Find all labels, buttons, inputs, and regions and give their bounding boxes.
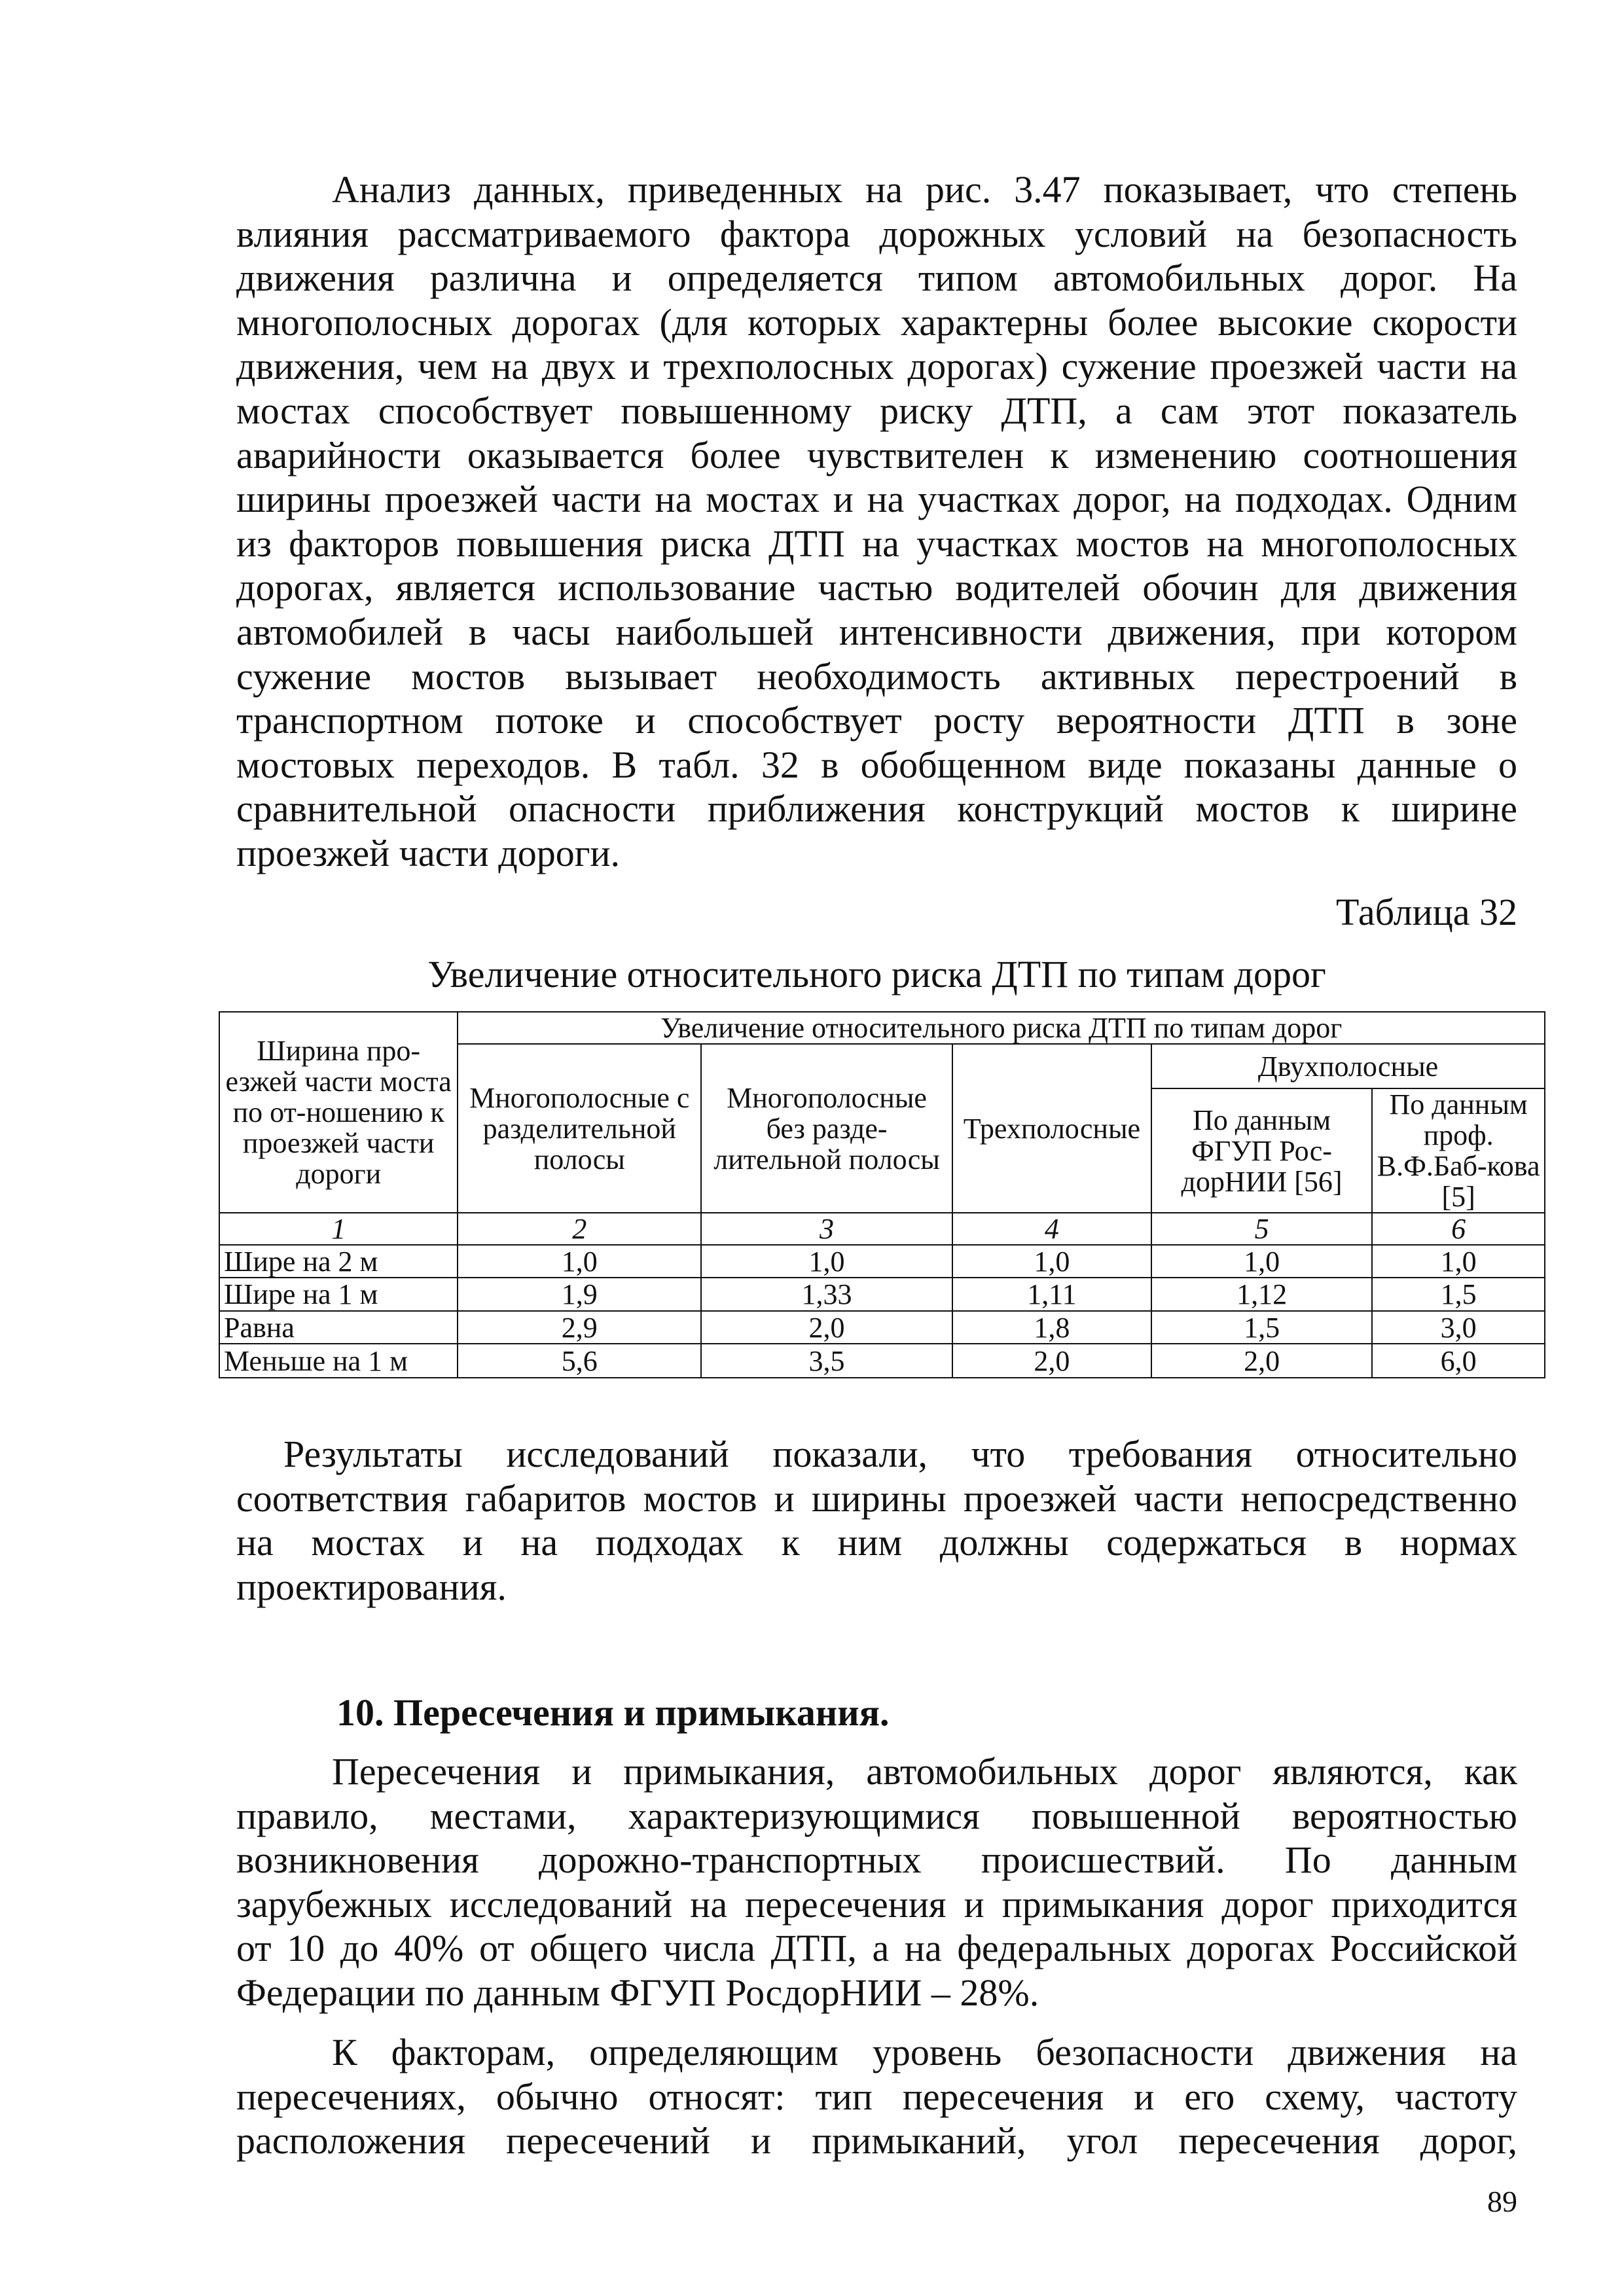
text-line: возникновения дорожно-транспортных происшествий. По данным <box>236 1839 1517 1882</box>
text-line: сравнительной опасности приближения конструкций мостов к ширине <box>236 787 1517 831</box>
text-line: от 10 до 40% от общего числа ДТП, а на федеральных дорогах Российской <box>236 1927 1517 1970</box>
text-line: аварийности оказывается более чувствителен к изменению соотношения <box>236 433 1517 476</box>
text-line: движения различна и определяется типом автомобильных дорог. На <box>236 257 1517 300</box>
text-line: влияния рассматриваемого фактора дорожных условий на безопасность <box>236 212 1517 255</box>
text-line: соответствия габаритов мостов и ширины проезжей части непосредственно <box>236 1477 1517 1520</box>
cell: 6,0 <box>1372 1344 1545 1378</box>
text-line: автомобилей в часы наибольшей интенсивности движения, при котором <box>236 610 1517 653</box>
text-line: проектирования. <box>236 1565 507 1608</box>
risk-table <box>219 1011 1545 1378</box>
column-number-row <box>219 1213 1545 1245</box>
header-rosdornii: По данным ФГУП Рос-дорНИИ [56] <box>1151 1088 1372 1213</box>
cell: 1,5 <box>1372 1278 1545 1311</box>
header-multilane-undivided: Многополосные без разде-лительной полосы <box>701 1044 952 1213</box>
text-line: мостах способствует повышенному риску ДТП, а сам этот показатель <box>236 389 1517 432</box>
cell: 1,9 <box>458 1278 701 1311</box>
column-number: 4 <box>952 1213 1151 1245</box>
cell: 1,12 <box>1151 1278 1372 1311</box>
paragraph-factors <box>236 2030 1517 2163</box>
cell: 1,0 <box>458 1245 701 1278</box>
text-line: дорогах, является использование частью водителей обочин для движения <box>236 566 1517 609</box>
text-line: Анализ данных, приведенных на рис. 3.47 показывает, что степень <box>332 168 1517 211</box>
column-number: 2 <box>458 1213 701 1245</box>
text-line: из факторов повышения риска ДТП на участках мостов на многополосных <box>236 522 1517 565</box>
text-line: движения, чем на двух и трехполосных дорогах) сужение проезжей части на <box>236 345 1517 388</box>
row-label: Меньше на 1 м <box>219 1344 458 1378</box>
text-line: на мостах и на подходах к ним должны содержаться в нормах <box>236 1521 1517 1564</box>
header-width-ratio: Ширина про-езжей части моста по от-ношению к проезжей части дороги <box>219 1012 458 1213</box>
column-number: 5 <box>1151 1213 1372 1245</box>
text-line: ширины проезжей части на мостах и на участках дорог, на подходах. Одним <box>236 478 1517 521</box>
table-row <box>219 1311 1545 1344</box>
cell: 1,0 <box>952 1245 1151 1278</box>
cell: 2,9 <box>458 1311 701 1344</box>
cell: 3,0 <box>1372 1311 1545 1344</box>
cell: 5,6 <box>458 1344 701 1378</box>
text-line: многополосных дорогах (для которых характерны более высокие скорости <box>236 300 1517 344</box>
row-label: Равна <box>219 1311 458 1344</box>
table-row <box>219 1344 1545 1378</box>
header-three-lane: Трехполосные <box>952 1044 1151 1213</box>
row-label: Шире на 1 м <box>219 1278 458 1311</box>
page-number: 89 <box>1487 2185 1517 2218</box>
column-number: 6 <box>1372 1213 1545 1245</box>
text-line: правило, местами, характеризующимися повышенной вероятностью <box>236 1794 1517 1837</box>
text-line: Федерации по данным ФГУП РосдорНИИ – 28%. <box>236 1971 1039 2014</box>
cell: 1,33 <box>701 1278 952 1311</box>
table-row <box>219 1278 1545 1311</box>
paragraph-analysis <box>236 168 1517 876</box>
text-line: расположения пересечений и примыканий, угол пересечения дорог, <box>236 2119 1517 2162</box>
text-line: пересечениях, обычно относят: тип пересечения и его схему, частоту <box>236 2075 1517 2118</box>
table-label: Таблица 32 <box>1335 891 1517 933</box>
text-line: К факторам, определяющим уровень безопасности движения на <box>332 2031 1517 2073</box>
column-number: 1 <box>219 1213 458 1245</box>
cell: 1,8 <box>952 1311 1151 1344</box>
text-line: транспортном потоке и способствует росту вероятности ДТП в зоне <box>236 699 1517 742</box>
header-multilane-divided: Многополосные с разделительной полосы <box>458 1044 701 1213</box>
text-line: зарубежных исследований на пересечения и примыкания дорог приходится <box>236 1882 1517 1926</box>
table-title: Увеличение относительного риска ДТП по типам дорог <box>427 953 1326 996</box>
section-heading <box>236 1691 1517 1735</box>
cell: 1,5 <box>1151 1311 1372 1344</box>
text-line: мостовых переходов. В табл. 32 в обобщенном виде показаны данные о <box>236 743 1517 786</box>
table-row <box>219 1245 1545 1278</box>
header-group: Увеличение относительного риска ДТП по типам дорог <box>458 1012 1545 1044</box>
paragraph-results <box>236 1432 1517 1609</box>
text-line: сужение мостов вызывает необходимость активных перестроений в <box>236 655 1517 698</box>
text-line: Пересечения и примыкания, автомобильных дорог являются, как <box>332 1750 1517 1793</box>
section-heading-text: 10. Пересечения и примыкания. <box>336 1691 890 1734</box>
row-label: Шире на 2 м <box>219 1245 458 1278</box>
cell: 1,0 <box>1151 1245 1372 1278</box>
cell: 1,11 <box>952 1278 1151 1311</box>
column-number: 3 <box>701 1213 952 1245</box>
text-line: Результаты исследований показали, что требования относительно <box>283 1433 1517 1475</box>
cell: 2,0 <box>1151 1344 1372 1378</box>
cell: 1,0 <box>1372 1245 1545 1278</box>
header-babkov: По данным проф. В.Ф.Баб-кова [5] <box>1372 1088 1545 1213</box>
paragraph-intersections <box>236 1749 1517 2015</box>
header-two-lane: Двухполосные <box>1151 1044 1545 1088</box>
cell: 1,0 <box>701 1245 952 1278</box>
cell: 2,0 <box>701 1311 952 1344</box>
cell: 2,0 <box>952 1344 1151 1378</box>
cell: 3,5 <box>701 1344 952 1378</box>
text-line: проезжей части дороги. <box>236 831 621 874</box>
